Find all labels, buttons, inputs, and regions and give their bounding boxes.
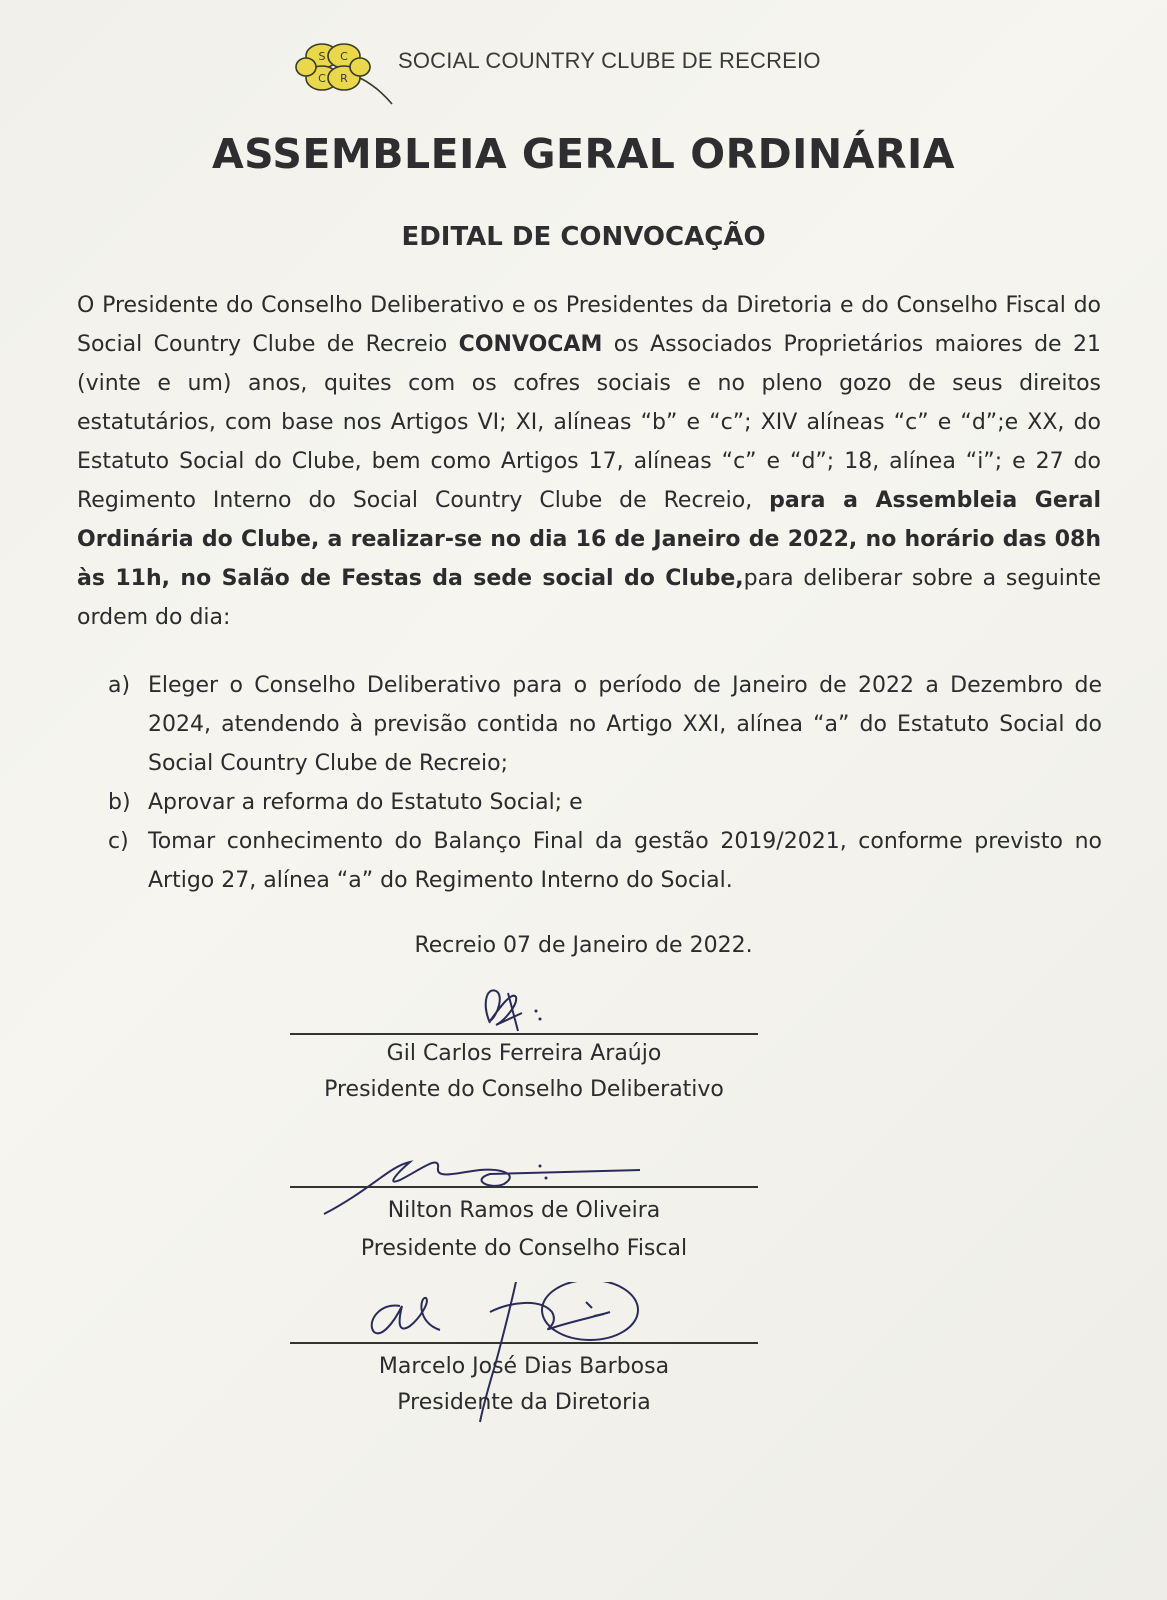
agenda-item [108, 783, 1102, 822]
club-name: SOCIAL COUNTRY CLUBE DE RECREIO [398, 48, 821, 73]
agenda-item-marker: b) [108, 790, 131, 815]
signatory-name: Marcelo José Dias Barbosa [378, 1354, 670, 1379]
agenda-list [108, 666, 1102, 900]
signatory-name: Nilton Ramos de Oliveira [387, 1198, 661, 1223]
agenda-item-marker: c) [108, 829, 129, 854]
svg-text:S: S [318, 50, 326, 63]
body-text-part1: O Presidente do Conselho Deliberativo e os Presidentes da Diretoria e do Conselho Fiscal do Social Country Clube de Recreio [77, 293, 1101, 357]
svg-text:C: C [318, 72, 326, 85]
agenda-item-text: Tomar conhecimento do Balanço Final da gestão 2019/2021, conforme previsto no Artigo 27, alínea “a” do Regimento Interno do Social. [148, 829, 1102, 893]
agenda-item [108, 666, 1102, 783]
body-bold-assembly-details: para a Assembleia Geral Ordinária do Clube, a realizar-se no dia 16 de Janeiro de 2022, no horário das 08h às 11h, no Salão de Festas da sede social do Clube, [77, 488, 1102, 591]
agenda-item-text: Aprovar a reforma do Estatuto Social; e [148, 790, 583, 815]
convocation-paragraph [77, 286, 1101, 637]
document-date: Recreio 07 de Janeiro de 2022. [414, 933, 753, 958]
document-title: ASSEMBLEIA GERAL ORDINÁRIA [211, 130, 956, 178]
signatory-role: Presidente do Conselho Fiscal [360, 1236, 688, 1261]
signature-block [290, 1282, 758, 1442]
agenda-item [108, 822, 1102, 900]
body-text-part3: para deliberar sobre a seguinte ordem do dia: [77, 566, 1102, 630]
signature-scribble-icon [290, 985, 758, 1045]
signatory-role: Presidente do Conselho Deliberativo [324, 1077, 724, 1102]
signature-block [290, 1150, 758, 1280]
agenda-item-text: Eleger o Conselho Deliberativo para o período de Janeiro de 2022 a Dezembro de 2024, atendendo à previsão contida no Artigo XXI, alínea “a” do Estatuto Social do Social Country Clube de Recreio; [148, 673, 1102, 776]
document-subtitle: EDITAL DE CONVOCAÇÃO [401, 222, 766, 252]
signatory-role: Presidente da Diretoria [397, 1390, 651, 1415]
signature-line [290, 1186, 758, 1188]
body-text-part2: os Associados Proprietários maiores de 21 (vinte e um) anos, quites com os cofres sociais e no pleno gozo de seus direitos estatutários, com base nos Artigos VI; XI, alíneas “b” e “c”; XIV alíneas “c” e “d”;e XX, do Estatuto Social do Clube, bem como Artigos 17, alíneas “c” e “d”; 18, alínea “i”; e 27 do Regimento Interno do Social Country Clube de Recreio, [77, 332, 1101, 513]
svg-text:C: C [340, 50, 348, 63]
signature-line [290, 1033, 758, 1035]
agenda-item-marker: a) [108, 673, 131, 698]
svg-text:R: R [340, 72, 348, 85]
signatory-name: Gil Carlos Ferreira Araújo [386, 1041, 662, 1066]
signature-block [290, 985, 758, 1115]
signature-line [290, 1342, 758, 1344]
letterhead [292, 38, 892, 108]
club-logo-icon [292, 38, 412, 108]
body-bold-convocam: CONVOCAM [458, 332, 603, 357]
